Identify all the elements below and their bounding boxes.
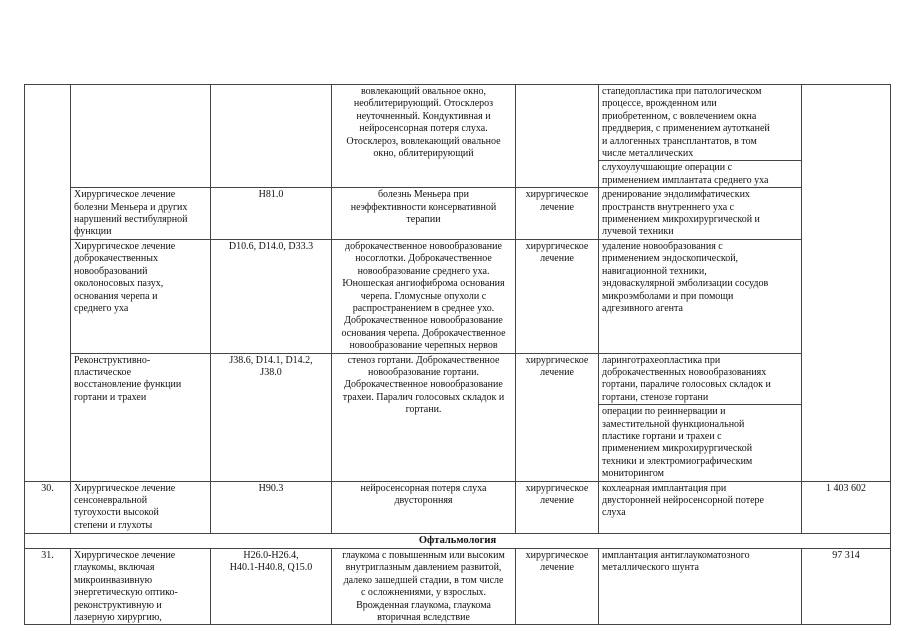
treatment-cell: хирургическое лечение <box>516 481 599 533</box>
name-cell <box>71 85 211 188</box>
cost-cell <box>802 85 891 482</box>
method-cell: имплантация антиглаукоматозного металлического шунта <box>599 549 802 625</box>
table-row <box>25 549 891 625</box>
codes-cell <box>211 85 332 188</box>
codes-cell: H90.3 <box>211 481 332 533</box>
method-cell: операции по реиннервации и заместительной функциональной пластике гортани и трахеи с применением микрохирургической техники и электромиографическим мониторингом <box>599 405 802 481</box>
disease-cell: стеноз гортани. Доброкачественное новообразование гортани. Доброкачественное новообразование трахеи. Паралич голосовых складок и гортани. <box>332 353 516 481</box>
table-row <box>25 188 891 240</box>
section-title: Офтальмология <box>25 533 891 548</box>
method-cell: слухоулучшающие операции с применением имплантата среднего уха <box>599 161 802 188</box>
disease-cell: нейросенсорная потеря слуха двусторонняя <box>332 481 516 533</box>
codes-cell: H26.0-H26.4, H40.1-H40.8, Q15.0 <box>211 549 332 625</box>
table-row <box>25 239 891 353</box>
table-row <box>25 481 891 533</box>
row-number-cell: 30. <box>25 481 71 533</box>
medical-care-table <box>24 84 891 625</box>
name-cell: Реконструктивно- пластическое восстановление функции гортани и трахеи <box>71 353 211 481</box>
disease-cell: глаукома с повышенным или высоким внутриглазным давлением развитой, далеко зашедшей стадии, в том числе с осложнениями, у взрослых. Врожденная глаукома, глаукома вторичная вследствие <box>332 549 516 625</box>
row-number-cell: 31. <box>25 549 71 625</box>
method-cell: дренирование эндолимфатических пространств внутреннего уха с применением микрохирургической и лучевой техники <box>599 188 802 240</box>
disease-cell: болезнь Меньера при неэффективности консервативной терапии <box>332 188 516 240</box>
disease-cell: доброкачественное новообразование носоглотки. Доброкачественное новообразование среднего уха. Юношеская ангиофиброма основания черепа. Гломусные опухоли с распространением в среднее ухо. Доброкачественное новообразование основания черепа. Доброкачественное новообразование черепных нервов <box>332 239 516 353</box>
treatment-cell: хирургическое лечение <box>516 353 599 481</box>
cost-cell: 97 314 <box>802 549 891 625</box>
cost-cell: 1 403 602 <box>802 481 891 533</box>
codes-cell: D10.6, D14.0, D33.3 <box>211 239 332 353</box>
codes-cell: J38.6, D14.1, D14.2, J38.0 <box>211 353 332 481</box>
treatment-cell: хирургическое лечение <box>516 239 599 353</box>
row-number-cell <box>25 85 71 482</box>
method-cell: удаление новообразования с применением эндоскопической, навигационной техники, эндоваскулярной эмболизации сосудов микроэмболами и при помощи адгезивного агента <box>599 239 802 353</box>
method-cell: стапедопластика при патологическом процессе, врожденном или приобретенном, с вовлечением окна преддверия, с применением аутотканей и аллогенных трансплантатов, в том числе металлических <box>599 85 802 161</box>
disease-cell: вовлекающий овальное окно, необлитерирующий. Отосклероз неуточненный. Кондуктивная и нейросенсорная потеря слуха. Отосклероз, вовлекающий овальное окно, облитерирующий <box>332 85 516 188</box>
section-header-row <box>25 533 891 548</box>
codes-cell: H81.0 <box>211 188 332 240</box>
name-cell: Хирургическое лечение глаукомы, включая микроинвазивную энергетическую оптико- реконструктивную и лазерную хирургию, <box>71 549 211 625</box>
treatment-cell: хирургическое лечение <box>516 549 599 625</box>
name-cell: Хирургическое лечение болезни Меньера и других нарушений вестибулярной функции <box>71 188 211 240</box>
method-cell: ларинготрахеопластика при доброкачественных новообразованиях гортани, параличе голосовых складок и гортани, стенозе гортани <box>599 353 802 405</box>
method-cell: кохлеарная имплантация при двусторонней нейросенсорной потере слуха <box>599 481 802 533</box>
treatment-cell: хирургическое лечение <box>516 188 599 240</box>
name-cell: Хирургическое лечение доброкачественных новообразований околоносовых пазух, основания черепа и среднего уха <box>71 239 211 353</box>
treatment-cell <box>516 85 599 188</box>
table-row <box>25 353 891 405</box>
table-row <box>25 85 891 161</box>
name-cell: Хирургическое лечение сенсоневральной тугоухости высокой степени и глухоты <box>71 481 211 533</box>
